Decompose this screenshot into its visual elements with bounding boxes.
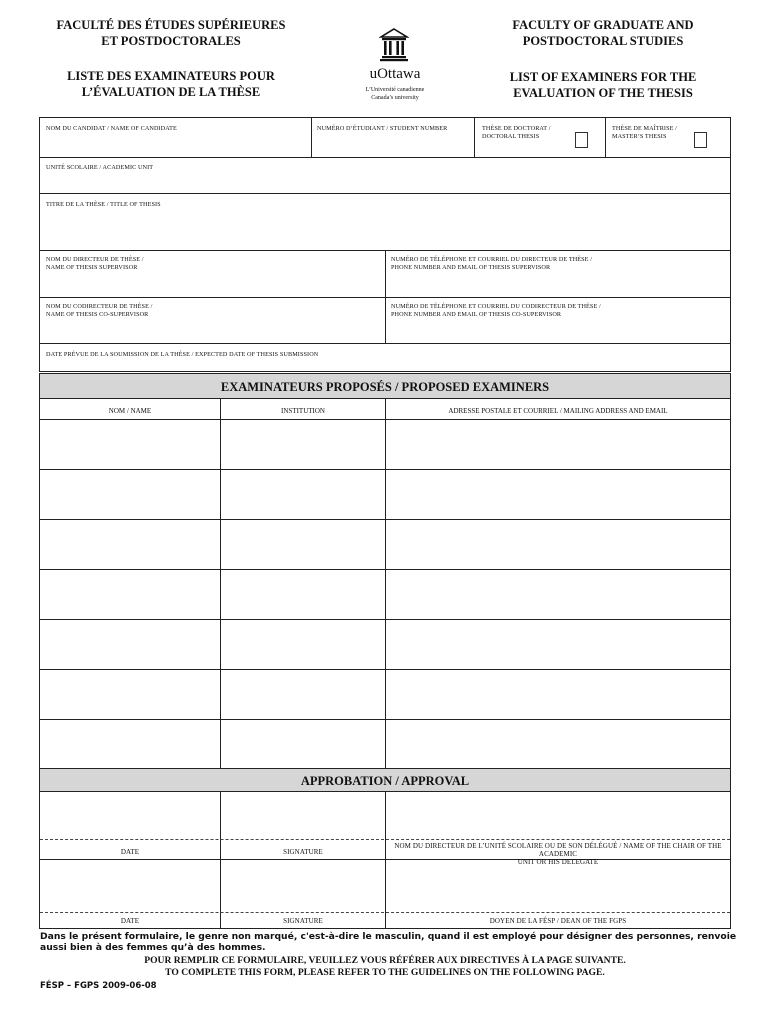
supervisor-contact-label-fr: NUMÉRO DE TÉLÉPHONE ET COURRIEL DU DIRECTEUR DE THÈSE / [391, 256, 593, 263]
faculty-name-en-line2: POSTDOCTORAL STUDIES [522, 34, 684, 48]
instructions-fr: POUR REMPLIR CE FORMULAIRE, VEUILLEZ VOUS RÉFÉRER AUX DIRECTIVES À LA PAGE SUIVANTE. [144, 955, 626, 966]
dean-date-label: DATE [120, 917, 140, 925]
student-number-field[interactable] [316, 135, 470, 155]
examiner-2-institution-field[interactable] [223, 472, 383, 516]
dean-name-field[interactable] [388, 863, 728, 909]
thesis-title-label: TITRE DE LA THÈSE / TITLE OF THESIS [46, 201, 161, 208]
examiner-4-name-field[interactable] [42, 572, 218, 616]
form-title-en [472, 69, 734, 101]
gender-note [40, 931, 740, 953]
logo-tagline-en: Canada’s university [371, 95, 419, 101]
dean-signature-label: SIGNATURE [283, 917, 323, 925]
examiner-6-name-field[interactable] [42, 672, 218, 716]
cosupervisor-name-label [46, 303, 152, 319]
approval-date-label: DATE [120, 848, 140, 856]
examiner-5-address-field[interactable] [388, 622, 728, 666]
academic-unit-field[interactable] [44, 173, 726, 191]
form-title-fr-line2: L’ÉVALUATION DE LA THÈSE [81, 85, 261, 99]
gender-note-line2: aussi bien à des femmes qu’à des hommes. [40, 942, 266, 953]
doctoral-thesis-label-fr: THÈSE DE DOCTORAT / [482, 125, 551, 132]
chair-name-label-line1: NOM DU DIRECTEUR DE L’UNITÉ SCOLAIRE OU DE SON DÉLÉGUÉ / NAME OF THE CHAIR OF THE ACADEMIC [394, 842, 722, 858]
building-icon [379, 28, 409, 62]
cosupervisor-contact-label-en: PHONE NUMBER AND EMAIL OF THESIS CO-SUPERVISOR [391, 311, 562, 318]
dean-date-field[interactable] [42, 863, 217, 909]
submission-date-label: DATE PRÉVUE DE LA SOUMISSION DE LA THÈSE / EXPECTED DATE OF THESIS SUBMISSION [46, 351, 319, 358]
examiner-1-address-field[interactable] [388, 422, 728, 466]
masters-thesis-label [612, 125, 677, 141]
faculty-name-en [472, 17, 734, 49]
cosupervisor-name-label-fr: NOM DU CODIRECTEUR DE THÈSE / [46, 303, 153, 310]
gender-note-line1: Dans le présent formulaire, le genre non marqué, c'est-à-dire le masculin, quand il est employé pour désigner des personnes, renvoie [40, 931, 737, 942]
form-title-fr-line1: LISTE DES EXAMINATEURS POUR [67, 69, 275, 83]
approval-date-field[interactable] [42, 795, 217, 837]
logo-tagline-fr: L’Université canadienne [365, 87, 425, 93]
examiner-7-name-field[interactable] [42, 722, 218, 766]
cosupervisor-name-label-en: NAME OF THESIS CO-SUPERVISOR [46, 311, 149, 318]
examiner-3-institution-field[interactable] [223, 522, 383, 566]
chair-name-label-line2: UNIT OR HIS DELEGATE [517, 858, 599, 866]
col-header-institution: INSTITUTION [281, 407, 325, 415]
submission-date-field[interactable] [400, 348, 726, 368]
logo-tagline [340, 86, 450, 102]
examiner-3-address-field[interactable] [388, 522, 728, 566]
approval-heading: APPROBATION / APPROVAL [39, 768, 731, 792]
masters-thesis-label-fr: THÈSE DE MAÎTRISE / [612, 125, 677, 132]
university-logo [340, 28, 450, 108]
examiner-1-name-field[interactable] [42, 422, 218, 466]
doctoral-thesis-label [482, 125, 551, 141]
approval-signature-field[interactable] [223, 795, 382, 837]
approval-signature-label: SIGNATURE [283, 848, 323, 856]
examiner-5-institution-field[interactable] [223, 622, 383, 666]
examiner-7-institution-field[interactable] [223, 722, 383, 766]
form-code: FÉSP – FGPS 2009-06-08 [40, 981, 157, 991]
academic-unit-label: UNITÉ SCOLAIRE / ACADEMIC UNIT [46, 164, 154, 171]
student-number-label: NUMÉRO D’ÉTUDIANT / STUDENT NUMBER [317, 125, 448, 132]
logo-wordmark: uOttawa [369, 66, 421, 82]
cosupervisor-contact-label [391, 303, 601, 319]
doctoral-thesis-checkbox[interactable] [575, 132, 588, 148]
candidate-name-label: NOM DU CANDIDAT / NAME OF CANDIDATE [46, 125, 177, 132]
thesis-title-field[interactable] [44, 211, 726, 247]
examiner-2-address-field[interactable] [388, 472, 728, 516]
examiner-4-address-field[interactable] [388, 572, 728, 616]
dean-label: DOYEN DE LA FÉSP / DEAN OF THE FGPS [489, 917, 627, 925]
examiner-1-institution-field[interactable] [223, 422, 383, 466]
supervisor-name-label-en: NAME OF THESIS SUPERVISOR [46, 264, 138, 271]
dean-signature-field[interactable] [223, 863, 382, 909]
cosupervisor-contact-label-fr: NUMÉRO DE TÉLÉPHONE ET COURRIEL DU CODIRECTEUR DE THÈSE / [391, 303, 601, 310]
examiner-2-name-field[interactable] [42, 472, 218, 516]
candidate-name-field[interactable] [44, 135, 306, 155]
col-header-name: NOM / NAME [108, 407, 152, 415]
examiner-6-address-field[interactable] [388, 672, 728, 716]
faculty-name-en-line1: FACULTY OF GRADUATE AND [512, 18, 694, 32]
cosupervisor-contact-field[interactable] [390, 321, 726, 341]
doctoral-thesis-label-en: DOCTORAL THESIS [482, 133, 540, 140]
examiner-6-institution-field[interactable] [223, 672, 383, 716]
examiners-heading: EXAMINATEURS PROPOSÉS / PROPOSED EXAMINERS [39, 373, 731, 399]
form-title-en-line1: LIST OF EXAMINERS FOR THE [509, 70, 697, 84]
examiner-5-name-field[interactable] [42, 622, 218, 666]
col-header-address: ADRESSE POSTALE ET COURRIEL / MAILING ADDRESS AND EMAIL [448, 407, 668, 415]
faculty-name-fr [40, 17, 302, 49]
examiner-4-institution-field[interactable] [223, 572, 383, 616]
supervisor-name-label-fr: NOM DU DIRECTEUR DE THÈSE / [46, 256, 144, 263]
supervisor-contact-label [391, 256, 592, 272]
masters-thesis-checkbox[interactable] [694, 132, 707, 148]
form-title-fr [40, 68, 302, 100]
faculty-name-fr-line2: ET POSTDOCTORALES [101, 34, 241, 48]
form-title-en-line2: EVALUATION OF THE THESIS [513, 86, 693, 100]
examiner-3-name-field[interactable] [42, 522, 218, 566]
faculty-name-fr-line1: FACULTÉ DES ÉTUDES SUPÉRIEURES [56, 18, 286, 32]
examiner-7-address-field[interactable] [388, 722, 728, 766]
cosupervisor-name-field[interactable] [44, 321, 380, 341]
supervisor-contact-label-en: PHONE NUMBER AND EMAIL OF THESIS SUPERVISOR [391, 264, 551, 271]
instructions-en: TO COMPLETE THIS FORM, PLEASE REFER TO THE GUIDELINES ON THE FOLLOWING PAGE. [165, 967, 605, 978]
supervisor-contact-field[interactable] [390, 274, 726, 294]
masters-thesis-label-en: MASTER’S THESIS [612, 133, 667, 140]
supervisor-name-label [46, 256, 144, 272]
supervisor-name-field[interactable] [44, 274, 380, 294]
chair-name-field[interactable] [388, 795, 728, 837]
